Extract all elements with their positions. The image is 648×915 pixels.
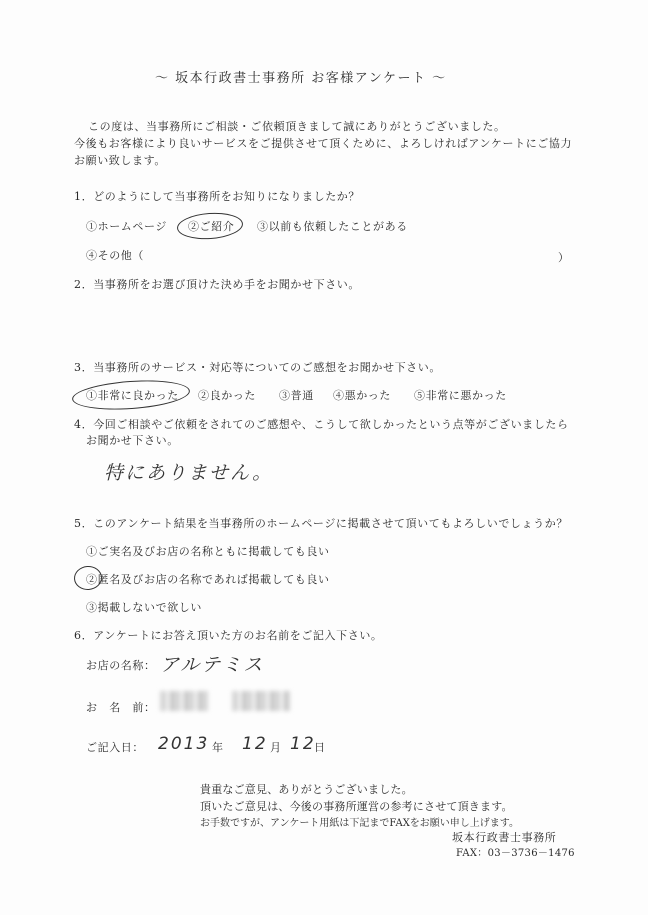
q2-question: 2．当事務所をお選び頂けた決め手をお聞かせ下さい。 [74, 278, 360, 291]
footer-line-2: 頂いたご意見は、今後の事務所運営の参考にさせて頂きます。 [200, 800, 513, 813]
intro-line-3: お願い致します。 [74, 154, 166, 167]
q6-question: 6．アンケートにお答え頂いた方のお名前をご記入下さい。 [74, 629, 383, 642]
q5-selection-circle [73, 565, 103, 591]
q4-question-line-1: 4．今回ご相談やご依頼をされてのご感想や、こうして欲しかったという点等がございましたら [74, 418, 569, 431]
q3-question: 3．当事務所のサービス・対応等についてのご感想をお聞かせ下さい。 [74, 361, 441, 374]
footer-office-name: 坂本行政書士事務所 [452, 831, 557, 844]
name-redaction-2 [232, 691, 290, 711]
q5-question: 5．このアンケート結果を当事務所のホームページに掲載させて頂いてもよろしいでしょうか？ [74, 517, 568, 530]
intro-line-1: この度は、当事務所にご相談・ご依頼頂きまして誠にありがとうございました。 [88, 120, 506, 133]
date-year: 2013 [158, 734, 210, 754]
q3-option-3[interactable]: ③普通 [279, 389, 314, 402]
q4-question-line-2: お聞かせ下さい。 [86, 434, 179, 447]
date-month-unit: 月 [270, 741, 282, 754]
q4-handwritten-answer: 特にありません。 [104, 462, 274, 484]
footer-fax: FAX：03－3736－1476 [456, 848, 575, 859]
name-label: お 名 前： [86, 701, 156, 714]
date-day: 12 [290, 734, 316, 754]
q1-option-1[interactable]: ①ホームページ [86, 220, 167, 233]
name-redaction-1 [160, 691, 208, 711]
q1-selection-circle [176, 211, 244, 242]
intro-line-2: 今後もお客様により良いサービスをご提供させて頂くために、よろしければアンケートにご協力 [74, 137, 573, 150]
q1-other-close: ） [558, 251, 569, 264]
q5-option-2[interactable]: ②匿名及びお店の名称であれば掲載しても良い [86, 573, 330, 586]
shop-name-label: お店の名称： [86, 659, 156, 672]
date-year-unit: 年 [212, 741, 224, 754]
q1-question: 1．どのようにして当事務所をお知りになりましたか？ [74, 190, 360, 203]
q3-option-4[interactable]: ④悪かった [333, 389, 391, 402]
date-label: ご記入日： [86, 741, 144, 754]
page-title: 〜 坂本行政書士事務所 お客様アンケート 〜 [155, 71, 447, 86]
q1-option-3[interactable]: ③以前も依頼したことがある [257, 220, 408, 233]
q3-option-1[interactable]: ①非常に良かった [86, 389, 179, 402]
q5-option-3[interactable]: ③掲載しないで欲しい [86, 601, 202, 614]
q3-option-2[interactable]: ②良かった [198, 389, 256, 402]
footer-line-1: 貴重なご意見、ありがとうございました。 [200, 783, 413, 796]
q1-option-2[interactable]: ②ご紹介 [188, 220, 235, 233]
q3-selection-circle [71, 377, 191, 413]
date-month: 12 [242, 734, 268, 754]
q3-option-5[interactable]: ⑤非常に悪かった [414, 389, 507, 402]
q1-option-other[interactable]: ④その他（ [86, 249, 144, 262]
date-day-unit: 日 [314, 741, 326, 754]
footer-line-3: お手数ですが、アンケート用紙は下記までFAXをお願い申し上げます。 [200, 818, 520, 829]
q5-option-1[interactable]: ①ご実名及びお店の名称ともに掲載しても良い [86, 545, 330, 558]
shop-name-value: アルテミス [160, 654, 265, 676]
